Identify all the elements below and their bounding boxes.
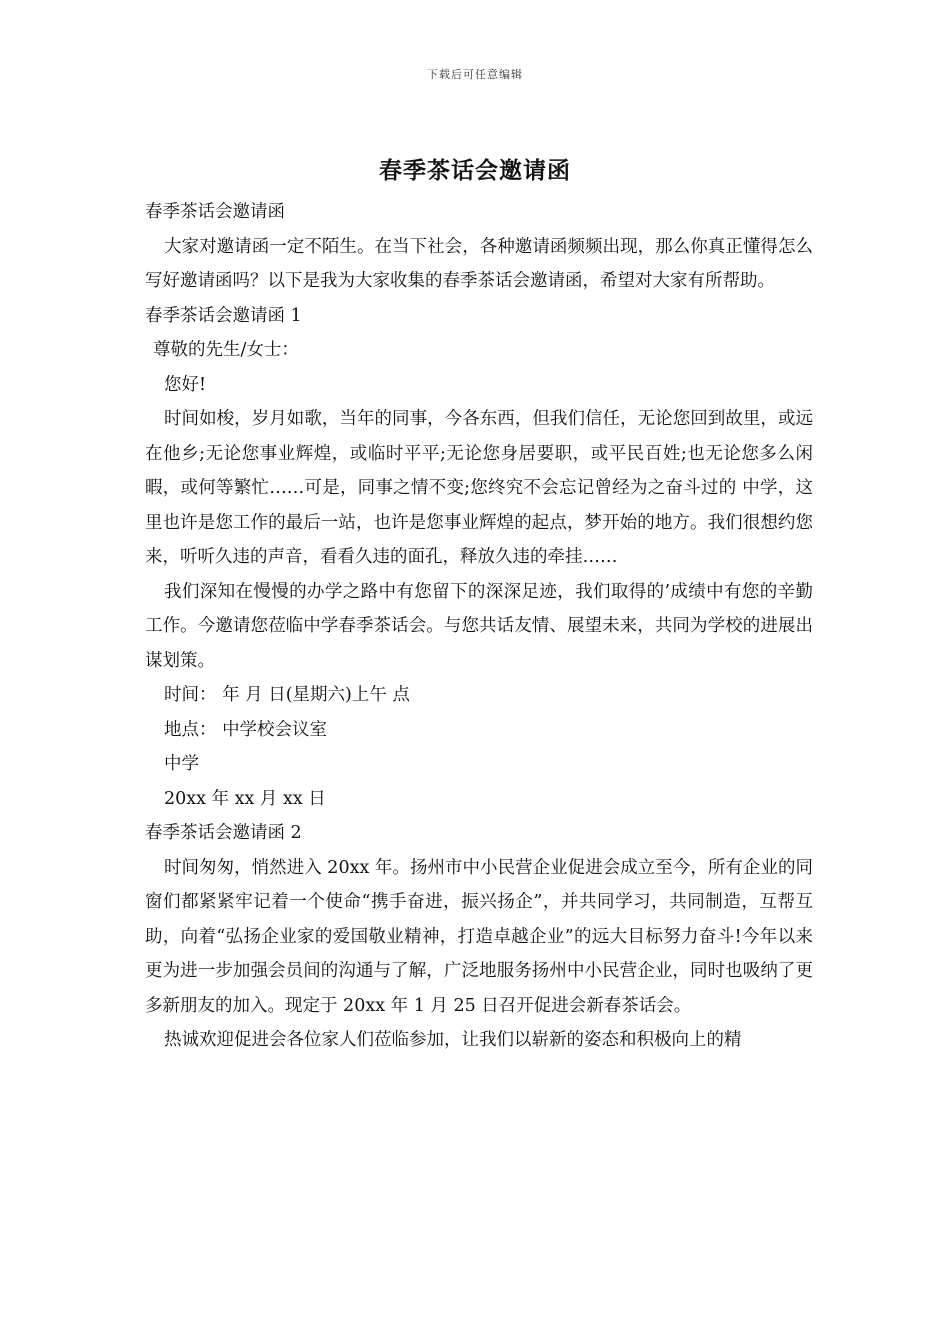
salutation: 尊敬的先生/女士： bbox=[153, 340, 299, 360]
paragraph-body-3: 时间匆匆，悄然进入 20xx 年。扬州市中小民营企业促进会成立至今，所有企业的同窗们都紧紧牢记着一个使命“携手奋进，振兴扬企”，并共同学习，共同制造，互帮互助，向着“弘扬企业家的爱国敬业精神，打造卓越企业”的远大目标努力奋斗!今年以来更为进一步加强会员间的沟通与了解，广泛地服务扬州中小民营企业，同时也吸纳了更多新朋友的加入。现定于 20xx 年 1 月 25 日召开促进会新春茶话会。 bbox=[145, 857, 813, 1016]
event-location: 地点： 中学校会议室 bbox=[164, 719, 328, 740]
section-heading-1: 春季茶话会邀请函 1 bbox=[145, 305, 302, 326]
signature-school: 中学 bbox=[164, 754, 199, 774]
greeting: 您好! bbox=[164, 374, 207, 395]
paragraph-body-2: 我们深知在慢慢的办学之路中有您留下的深深足迹，我们取得的’成绩中有您的辛勤工作。今邀请您莅临中学春季茶话会。与您共话友情、展望未来，共同为学校的进展出谋划策。 bbox=[145, 581, 813, 671]
signature-date: 20xx 年 xx 月 xx 日 bbox=[164, 788, 326, 809]
paragraph-intro: 大家对邀请函一定不陌生。在当下社会，各种邀请函频频出现，那么你真正懂得怎么写好邀请函吗？以下是我为大家收集的春季茶话会邀请函，希望对大家有所帮助。 bbox=[145, 236, 813, 291]
paragraph-body-1: 时间如梭，岁月如歌，当年的同事，今各东西，但我们信任，无论您回到故里，或远在他乡;无论您事业辉煌，或临时平平;无论您身居要职，或平民百姓;也无论您多么闲暇，或何等繁忙……可是，同事之情不变;您终究不会忘记曾经为之奋斗过的 中学，这里也许是您工作的最后一站，也许是您事业辉煌的起点，梦开始的地方。我们很想约您来，听听久违的声音，看看久违的面孔，释放久违的牵挂…… bbox=[145, 409, 813, 567]
section-heading-2: 春季茶话会邀请函 2 bbox=[145, 823, 302, 843]
document-title: 春季茶话会邀请函 bbox=[379, 157, 571, 184]
header-note: 下载后可任意编辑 bbox=[427, 68, 523, 81]
event-time: 时间： 年 月 日(星期六)上午 点 bbox=[164, 685, 410, 705]
paragraph-subtitle: 春季茶话会邀请函 bbox=[145, 202, 285, 222]
document-body bbox=[145, 195, 813, 1058]
paragraph-body-4: 热诚欢迎促进会各位家人们莅临参加，让我们以崭新的姿态和积极向上的精 bbox=[164, 1030, 742, 1050]
